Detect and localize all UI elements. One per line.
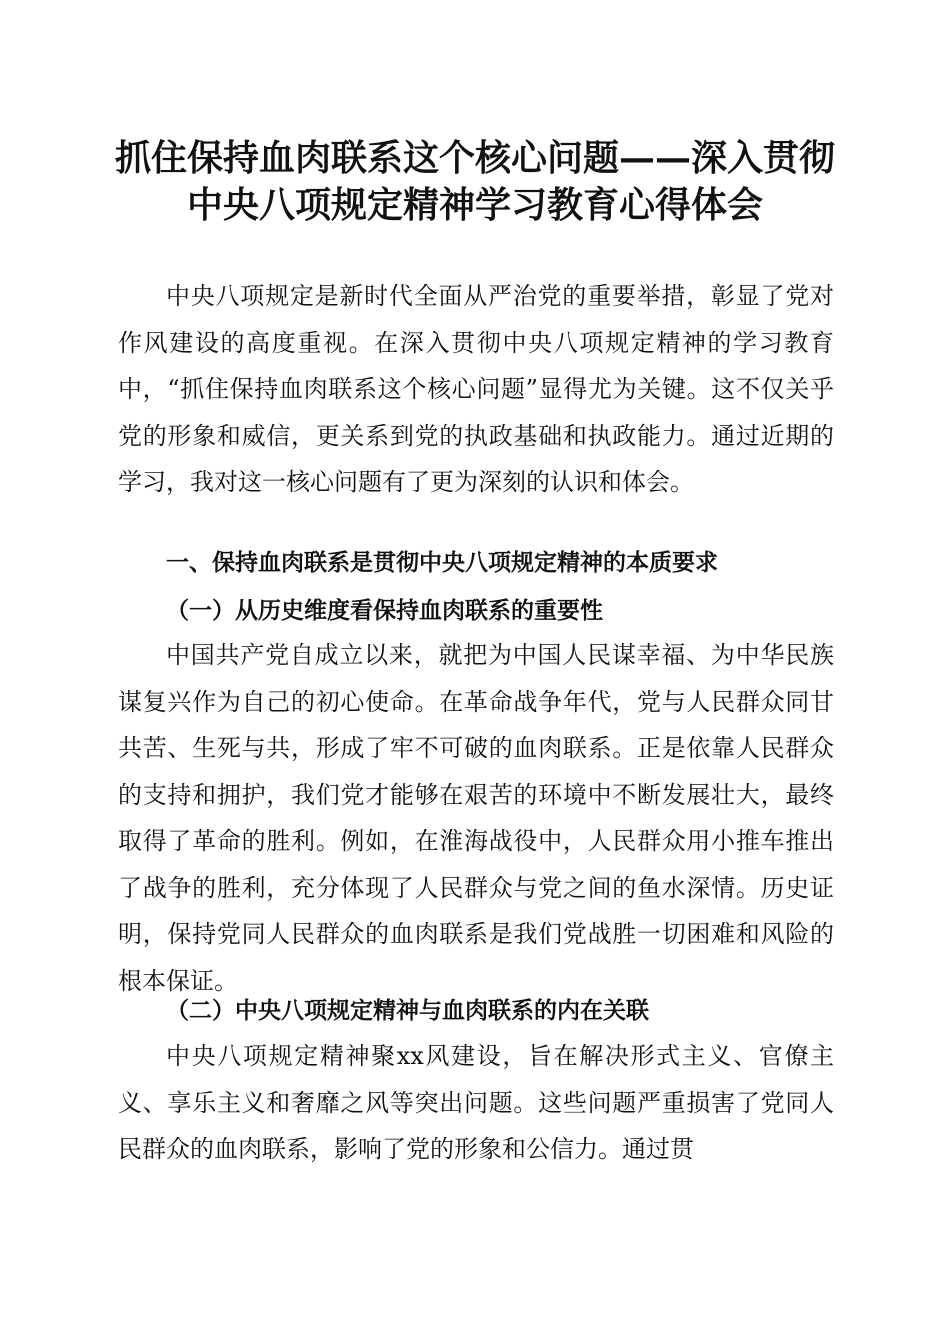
subsection-1-paragraph: 中国共产党自成立以来，就把为中国人民谋幸福、为中华民族谋复兴作为自己的初心使命。在革命战争年代，党与人民群众同甘共苦、生死与共，形成了牢不可破的血肉联系。正是依靠人民群众的支持和拥护，我们党才能够在艰苦的环境中不断发展壮大，最终取得了革命的胜利。例如，在淮海战役中，人民群众用小推车推出了战争的胜利，充分体现了人民群众与党之间的鱼水深情。历史证明，保持党同人民群众的血肉联系是我们党战胜一切困难和风险的根本保证。: [118, 641, 834, 995]
subsection-2-paragraph: 中央八项规定精神聚xx风建设，旨在解决形式主义、官僚主义、享乐主义和奢靡之风等突出问题。这些问题严重损害了党同人民群众的血肉联系，影响了党的形象和公信力。通过贯: [118, 1042, 834, 1163]
section-1-heading: 一、保持血肉联系是贯彻中央八项规定精神的本质要求: [166, 550, 718, 576]
document-title-line-1: 抓住保持血肉联系这个核心问题——深入贯彻: [114, 137, 835, 179]
subsection-2-heading: （二）中央八项规定精神与血肉联系的内在关联: [166, 997, 649, 1024]
subsection-1-heading: （一）从历史维度看保持血肉联系的重要性: [166, 597, 603, 624]
intro-paragraph: 中央八项规定是新时代全面从严治党的重要举措，彰显了党对作风建设的高度重视。在深入贯彻中央八项规定精神的学习教育中，“抓住保持血肉联系这个核心问题”显得尤为关键。这不仅关乎党的形象和威信，更关系到党的执政基础和执政能力。通过近期的学习，我对这一核心问题有了更为深刻的认识和体会。: [118, 282, 834, 496]
document-title-line-2: 中央八项规定精神学习教育心得体会: [186, 184, 763, 226]
